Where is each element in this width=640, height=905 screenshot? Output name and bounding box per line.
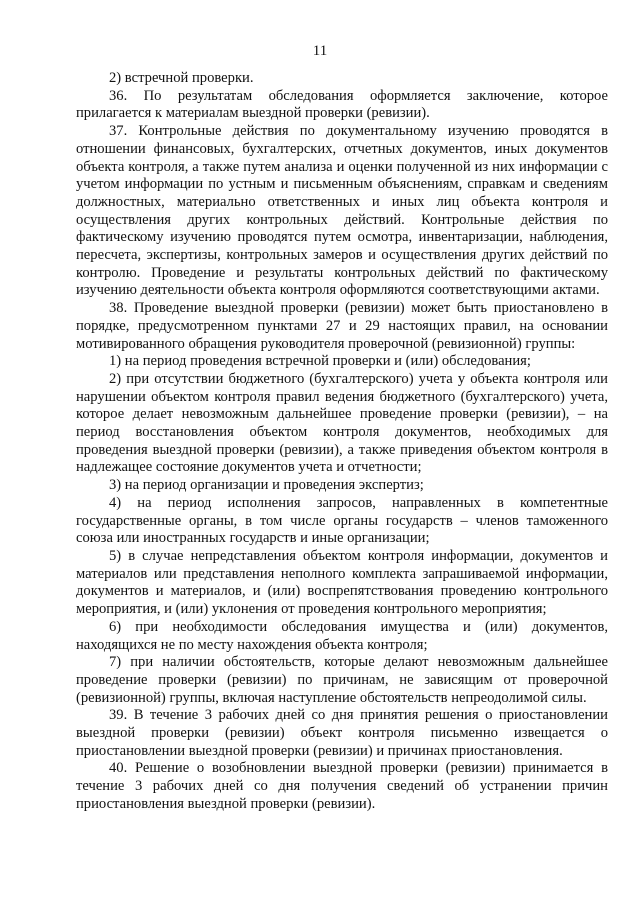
paragraph-38-item-4: 4) на период исполнения запросов, направленных в компетентные государственные органы, в том числе органы государств – членов таможенного союза или иностранных государств и иные организации;: [76, 494, 608, 547]
paragraph-item-2-clause: 2) встречной проверки.: [109, 70, 254, 86]
page-number: 11: [312, 43, 328, 59]
paragraph-38: 38. Проведение выездной проверки (ревизии) может быть приостановлено в порядке, предусмотренном пунктами 27 и 29 настоящих правил, на основании мотивированного обращения руководителя проверочной (ревизионной) группы:: [76, 300, 608, 352]
body-text: [76, 70, 608, 814]
paragraph-38-item-3: 3) на период организации и проведения экспертиз;: [109, 477, 424, 494]
paragraph-38-item-2: 2) при отсутствии бюджетного (бухгалтерского) учета у объекта контроля или нарушении объектом контроля правил ведения бюджетного (бухгалтерского) учета, которое делает невозможным дальнейшее проведение проверки (ревизии), – на период восстановления объектом контроля документов, необходимых для проведения выездной проверки (ревизии), а также приведения объектом контроля в надлежащее состояние документов учета и отчетности;: [76, 370, 608, 476]
paragraph-38-item-6: 6) при необходимости обследования имущества и (или) документов, находящихся не по месту нахождения объекта контроля;: [76, 618, 608, 653]
paragraph-40: 40. Решение о возобновлении выездной проверки (ревизии) принимается в течение 3 рабочих дней со дня получения сведений об устранении причин приостановления выездной проверки (ревизии).: [76, 760, 608, 812]
paragraph-38-item-7: 7) при наличии обстоятельств, которые делают невозможным дальнейшее проведение проверки (ревизии) по причинам, не зависящим от проверочной (ревизионной) группы, включая наступление обстоятельств непреодолимой силы.: [76, 654, 608, 706]
paragraph-38-item-5: 5) в случае непредставления объектом контроля информации, документов и материалов или представления неполного комплекта запрашиваемой информации, документов и материалов, и (или) воспрепятствования проведению контрольного мероприятия, и (или) уклонения от проведения контрольного мероприятия;: [76, 547, 608, 618]
paragraph-37: 37. Контрольные действия по документальному изучению проводятся в отношении финансовых, бухгалтерских, отчетных документов, иных документов объекта контроля, а также путем анализа и оценки полученной из них информации с учетом информации по устным и письменным объяснениям, справкам и сведениям должностных, материально ответственных и иных лиц объекта контроля и осуществления других контрольных действий. Контрольные действия по фактическому изучению проводятся путем осмотра, инвентаризации, наблюдения, пересчета, экспертизы, контрольных замеров и осуществления других действий по контролю. Проведение и результаты контрольных действий по фактическому изучению деятельности объекта контроля оформляются соответствующими актами.: [76, 123, 608, 299]
paragraph-39: 39. В течение 3 рабочих дней со дня принятия решения о приостановлении выездной проверки (ревизии) объект контроля письменно извещается о приостановлении выездной проверки (ревизии) и причинах приостановления.: [76, 707, 608, 759]
paragraph-36: 36. По результатам обследования оформляется заключение, которое прилагается к материалам выездной проверки (ревизии).: [76, 87, 608, 122]
paragraph-38-item-1: 1) на период проведения встречной проверки и (или) обследования;: [109, 353, 531, 370]
